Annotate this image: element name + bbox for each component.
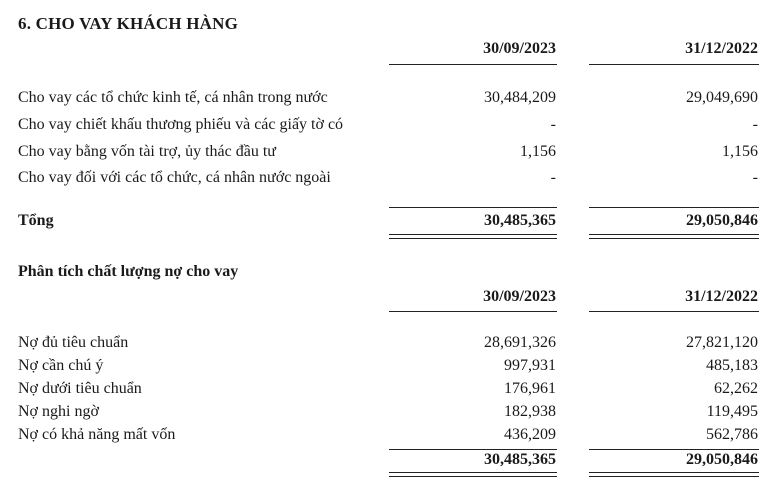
- quality-total-top-rule-1: [389, 449, 557, 450]
- quality-row-value-1: 28,691,326: [484, 334, 556, 351]
- quality-row-label: Nợ có khả năng mất vốn: [18, 426, 176, 443]
- quality-column-header-2: 31/12/2022: [685, 288, 758, 305]
- quality-row-value-1: 182,938: [504, 403, 556, 420]
- loan-row-value-1: -: [550, 116, 556, 133]
- quality-row-value-1: 436,209: [504, 426, 556, 443]
- total-label: Tổng: [18, 212, 54, 229]
- quality-row-label: Nợ đủ tiêu chuẩn: [18, 334, 129, 351]
- loan-row-value-2: 1,156: [722, 143, 758, 160]
- column-header-1: 30/09/2023: [483, 40, 556, 57]
- total-value-2: 29,050,846: [686, 212, 758, 229]
- quality-row-value-1: 997,931: [504, 357, 556, 374]
- quality-header-underline-2: [589, 311, 759, 312]
- header-underline-2: [589, 64, 759, 65]
- loan-row-value-2: 29,049,690: [686, 89, 758, 106]
- quality-row-value-2: 562,786: [706, 426, 758, 443]
- quality-column-header-1: 30/09/2023: [483, 288, 556, 305]
- quality-row-label: Nợ nghi ngờ: [18, 403, 99, 420]
- loan-row-value-2: -: [752, 169, 758, 186]
- quality-total-value-2: 29,050,846: [686, 451, 758, 468]
- loan-row-label: Cho vay bằng vốn tài trợ, ủy thác đầu tư: [18, 143, 276, 160]
- loan-row-label: Cho vay chiết khấu thương phiếu và các giấy tờ có: [18, 116, 344, 133]
- quality-row-label: Nợ dưới tiêu chuẩn: [18, 380, 142, 397]
- total-top-rule-1: [389, 207, 557, 208]
- quality-heading: Phân tích chất lượng nợ cho vay: [18, 263, 239, 280]
- total-double-rule-2: [589, 234, 759, 239]
- quality-total-value-1: 30,485,365: [484, 451, 556, 468]
- quality-row-value-2: 119,495: [706, 403, 758, 420]
- quality-row-value-1: 176,961: [504, 380, 556, 397]
- loan-row-value-1: 1,156: [520, 143, 556, 160]
- quality-row-value-2: 485,183: [706, 357, 758, 374]
- quality-total-top-rule-2: [589, 449, 759, 450]
- header-underline-1: [389, 64, 557, 65]
- loan-row-value-1: -: [550, 169, 556, 186]
- quality-header-underline-1: [389, 311, 557, 312]
- quality-total-double-rule-1: [389, 472, 557, 477]
- total-double-rule-1: [389, 234, 557, 239]
- loan-row-value-2: -: [752, 116, 758, 133]
- quality-row-value-2: 62,262: [714, 380, 758, 397]
- total-top-rule-2: [589, 207, 759, 208]
- column-header-2: 31/12/2022: [685, 40, 758, 57]
- quality-row-value-2: 27,821,120: [686, 334, 758, 351]
- quality-row-label: Nợ cần chú ý: [18, 357, 104, 374]
- loan-row-label: Cho vay đối với các tổ chức, cá nhân nước ngoài: [18, 169, 331, 186]
- loan-row-label: Cho vay các tổ chức kinh tế, cá nhân trong nước: [18, 89, 328, 106]
- loan-row-value-1: 30,484,209: [484, 89, 556, 106]
- quality-total-double-rule-2: [589, 472, 759, 477]
- total-value-1: 30,485,365: [484, 212, 556, 229]
- section-title: 6. CHO VAY KHÁCH HÀNG: [18, 14, 239, 33]
